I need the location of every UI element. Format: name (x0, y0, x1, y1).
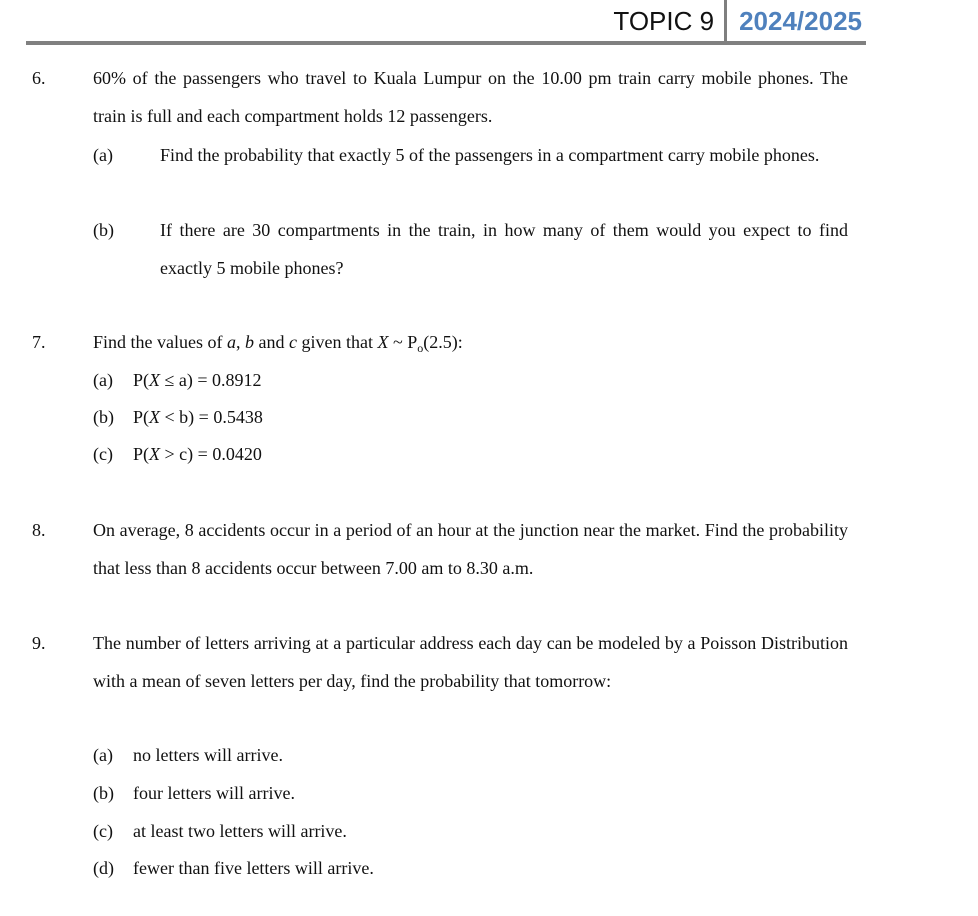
question-number: 8. (32, 520, 46, 540)
question-text: 60% of the passengers who travel to Kuala Lumpur on the 10.00 pm train carry mobile phones. The train is full and each compartment holds 12 passengers. (93, 68, 848, 126)
part-label: (a) (93, 145, 113, 165)
question-text: The number of letters arriving at a particular address each day can be modeled by a Poisson Distribution with a mean of seven letters per day, find the probability that tomorrow: (93, 633, 848, 691)
question-text: On average, 8 accidents occur in a period of an hour at the junction near the market. Find the probability that less than 8 accidents occur between 7.00 am to 8.30 a.m. (93, 520, 848, 578)
question-number: 6. (32, 68, 46, 88)
header-rule (26, 41, 866, 45)
topic-label: TOPIC 9 (613, 5, 715, 36)
question-number: 7. (32, 332, 46, 352)
question-text: Find the values of a, b and c given that X ~ $P_o(2.5)$: (93, 332, 463, 355)
part-a: (a) P(X ≤ a) = 0.8912 (93, 370, 262, 390)
part-a: (a) no letters will arrive. (93, 745, 283, 765)
part-text: If there are 30 compartments in the train, in how many of them would you expect to find exactly 5 mobile phones? (160, 220, 848, 278)
part-label: (b) (93, 220, 114, 240)
part-b: (b) P(X < b) = 0.5438 (93, 407, 263, 427)
question-number: 9. (32, 633, 46, 653)
part-c: (c) at least two letters will arrive. (93, 821, 347, 841)
page-header (613, 0, 862, 42)
part-d: (d) fewer than five letters will arrive. (93, 858, 374, 878)
part-text: Find the probability that exactly 5 of the passengers in a compartment carry mobile phones. (160, 145, 820, 165)
year-label: 2024/2025 (739, 5, 862, 36)
part-c: (c) P(X > c) = 0.0420 (93, 444, 262, 464)
part-b: (b) four letters will arrive. (93, 783, 295, 803)
